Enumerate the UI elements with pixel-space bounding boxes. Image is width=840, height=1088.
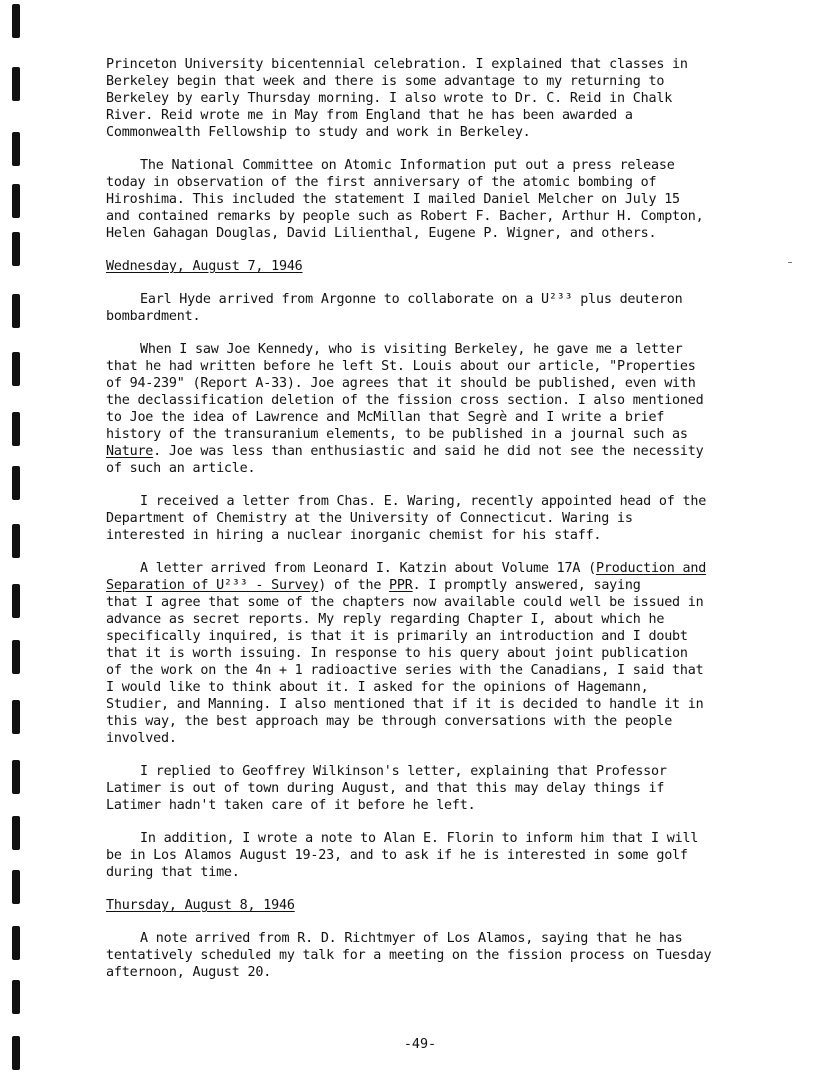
paragraph-katzin-text-b: ) of the [318, 578, 390, 593]
paragraph-wilkinson: I replied to Geoffrey Wilkinson's letter, explaining that Professor Latimer is out of town during August, and that this may delay things if Latimer hadn't taken care of it before he left. [106, 764, 667, 813]
paragraph-bicentennial: Princeton University bicentennial celebration. I explained that classes in Berkeley begin that week and there is some advantage to my returning to Berkeley by early Thursday morning. I also wrote to Dr. C. Reid in Chalk River. Reid wrote me in May from England that he has been awarded a Commonwealth Fellowship to study and work in Berkeley. [106, 57, 688, 140]
date-heading-aug-8: Thursday, August 8, 1946 [106, 898, 295, 913]
paragraph-press-release: The National Committee on Atomic Information put out a press release today in observation of the first anniversary of the atomic bombing of Hiroshima. This included the statement I mailed Daniel Melcher on July 15 and contained remarks by people such as Robert F. Bacher, Arthur H. Compton, Helen Gahagan Douglas, David Lilienthal, Eugene P. Wigner, and others. [106, 158, 704, 241]
paragraph-katzin [106, 560, 786, 747]
paragraph-katzin-text-a: A letter arrived from Leonard I. Katzin about Volume 17A ( [140, 561, 596, 576]
paragraph-joe-kennedy [106, 341, 786, 477]
journal-title-nature: Nature [106, 444, 154, 459]
volume-title: Production and Separation of U²³³ - Survey [106, 561, 707, 593]
paragraph-katzin-text-c: . I promptly answered, saying that I agree that some of the chapters now available could well be issued in advance as secret reports. My reply regarding Chapter I, about which he specifically inquired, is that it is primarily an introduction and I doubt that it is worth issuing. In response to his query about joint publication of the work on the 4n + 1 radioactive series with the Canadians, I said that I would like to think about it. I asked for the opinions of Hagemann, Studier, and Manning. I also mentioned that if it is decided to handle it in this way, the best approach may be through conversations with the people involved. [106, 578, 704, 746]
paragraph-joe-kennedy-text-a: When I saw Joe Kennedy, who is visiting Berkeley, he gave me a letter that he had written before he left St. Louis about our article, "Properties of 94-239" (Report A-33). Joe agrees that it should be published, even with the declassification deletion of the fission cross section. I also mentioned to Joe the idea of Lawrence and McMillan that Segrè and I write a brief history of the transuranium elements, to be published in a journal such as [106, 342, 704, 442]
page-number: -49- [403, 1037, 437, 1052]
paragraph-joe-kennedy-text-b: . Joe was less than enthusiastic and said he did not see the necessity of such an article. [106, 444, 704, 476]
paragraph-florin: In addition, I wrote a note to Alan E. Florin to inform him that I will be in Los Alamos August 19-23, and to ask if he is interested in some golf during that time. [106, 831, 699, 880]
ppr-abbreviation: PPR [389, 578, 413, 593]
document-body [106, 56, 786, 997]
scan-speck [788, 262, 792, 263]
date-heading-aug-7: Wednesday, August 7, 1946 [106, 259, 303, 274]
paragraph-richtmyer: A note arrived from R. D. Richtmyer of Los Alamos, saying that he has tentatively scheduled my talk for a meeting on the fission process on Tuesday afternoon, August 20. [106, 931, 712, 980]
paragraph-earl-hyde: Earl Hyde arrived from Argonne to collaborate on a U²³³ plus deuteron bombardment. [106, 292, 683, 324]
paragraph-waring: I received a letter from Chas. E. Waring, recently appointed head of the Department of Chemistry at the University of Connecticut. Waring is interested in hiring a nuclear inorganic chemist for his staff. [106, 494, 707, 543]
binder-holes [12, 0, 20, 1088]
